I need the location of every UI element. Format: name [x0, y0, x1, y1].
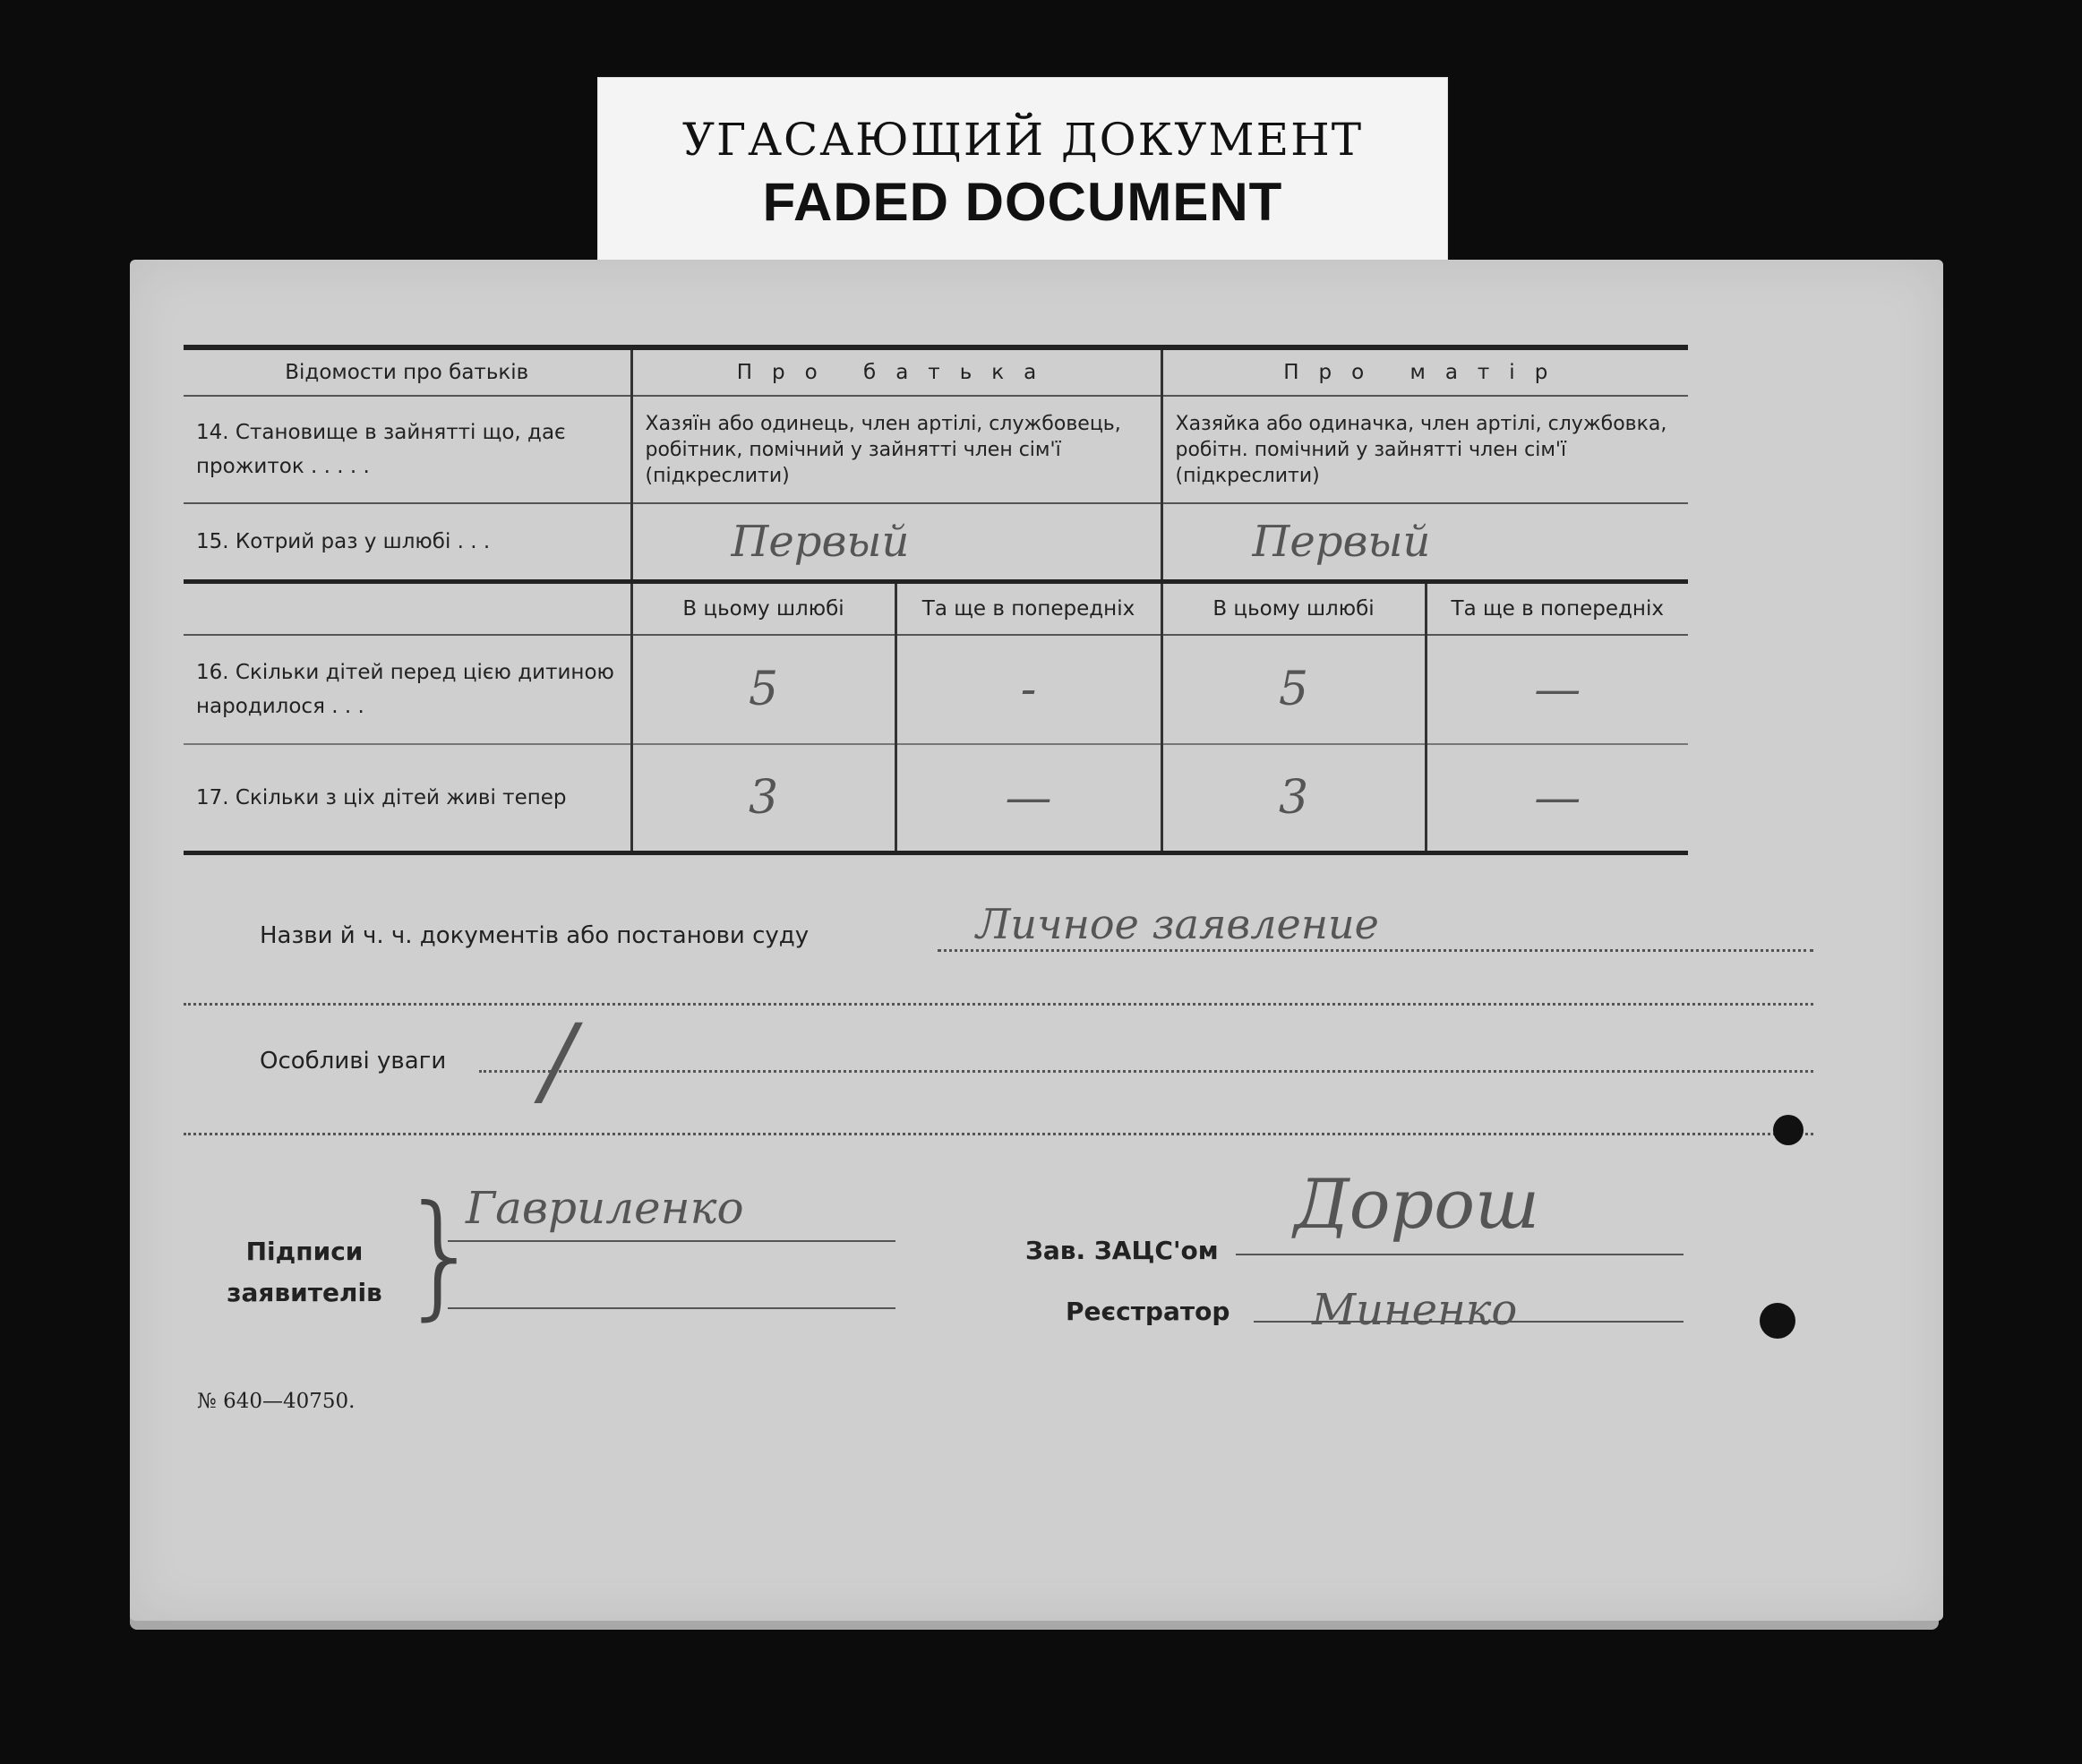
remarks-dotted-line-2 — [184, 1133, 1813, 1135]
row16-father-this: 5 — [631, 635, 895, 744]
faded-document-label — [597, 77, 1448, 267]
table-row-16 — [184, 635, 1688, 744]
remarks-value: / — [542, 1003, 576, 1117]
applicant-signature-line-2 — [448, 1307, 895, 1309]
documents-dotted-line-2 — [184, 1003, 1813, 1006]
header-father: Про батька — [631, 347, 1161, 396]
row15-label: 15. Котрий раз у шлюбі . . . — [184, 503, 631, 582]
row15-mother-value: Первый — [1161, 503, 1688, 582]
table-subheader-row — [184, 582, 1688, 636]
registry-form-sheet — [130, 260, 1943, 1621]
row17-mother-this: 3 — [1161, 744, 1426, 853]
row14-father-options: Хазяїн або одинець, член артілі, службовець, робітник, помічний у зайнятті член сім'ї (підкреслити) — [631, 396, 1161, 503]
table-header-row — [184, 347, 1688, 396]
punch-hole — [1760, 1303, 1795, 1339]
subheader-mother-this: В цьому шлюбі — [1161, 582, 1426, 636]
row15-father-value: Первый — [631, 503, 1161, 582]
label-russian: УГАСАЮЩИЙ ДОКУМЕНТ — [681, 114, 1364, 166]
row14-mother-options: Хазяйка або одиначка, член артілі, службовка, робітн. помічний у зайнятті член сім'ї (підкреслити) — [1161, 396, 1688, 503]
remarks-label: Особливі уваги — [260, 1048, 447, 1075]
subheader-mother-prev: Та ще в попередніх — [1426, 582, 1688, 636]
registrar-line — [1254, 1321, 1684, 1323]
row17-father-this: 3 — [631, 744, 895, 853]
parents-info-table — [184, 345, 1688, 855]
subheader-empty — [184, 582, 631, 636]
row16-mother-this: 5 — [1161, 635, 1426, 744]
documents-value: Личное заявление — [976, 900, 1379, 948]
registrar-signature: Миненко — [1312, 1285, 1518, 1335]
punch-hole — [1773, 1115, 1804, 1145]
row16-father-prev: - — [895, 635, 1161, 744]
row17-label: 17. Скільки з ціх дітей живі тепер — [184, 744, 631, 853]
document-number: № 640—40750. — [197, 1390, 356, 1413]
zags-head-signature: Дорош — [1294, 1164, 1539, 1244]
row17-mother-prev: — — [1426, 744, 1688, 853]
header-parents-info: Відомости про батьків — [184, 347, 631, 396]
zags-head-line — [1236, 1254, 1684, 1255]
table-row-15 — [184, 503, 1688, 582]
subheader-father-this: В цьому шлюбі — [631, 582, 895, 636]
applicant-signature: Гавриленко — [466, 1182, 744, 1234]
table-row-17 — [184, 744, 1688, 853]
documents-dotted-line — [938, 949, 1813, 952]
registrar-label: Реєстратор — [1066, 1297, 1230, 1326]
row14-label: 14. Становище в зайнятті що, дає прожиток . . . . . — [184, 396, 631, 503]
applicant-signature-line-1 — [448, 1240, 895, 1242]
documents-label: Назви й ч. ч. документів або постанови суду — [260, 922, 810, 949]
remarks-dotted-line — [479, 1070, 1813, 1073]
subheader-father-prev: Та ще в попередніх — [895, 582, 1161, 636]
row16-label: 16. Скільки дітей перед цією дитиною народилося . . . — [184, 635, 631, 744]
table-row-14 — [184, 396, 1688, 503]
brace-icon: } — [398, 1177, 484, 1333]
row16-mother-prev: — — [1426, 635, 1688, 744]
applicants-signature-label: Підписи заявителів — [227, 1237, 382, 1307]
header-mother: Про матір — [1161, 347, 1688, 396]
row17-father-prev: — — [895, 744, 1161, 853]
zags-head-label: Зав. ЗАЦС'ом — [1025, 1236, 1219, 1265]
label-english: FADED DOCUMENT — [762, 172, 1283, 232]
